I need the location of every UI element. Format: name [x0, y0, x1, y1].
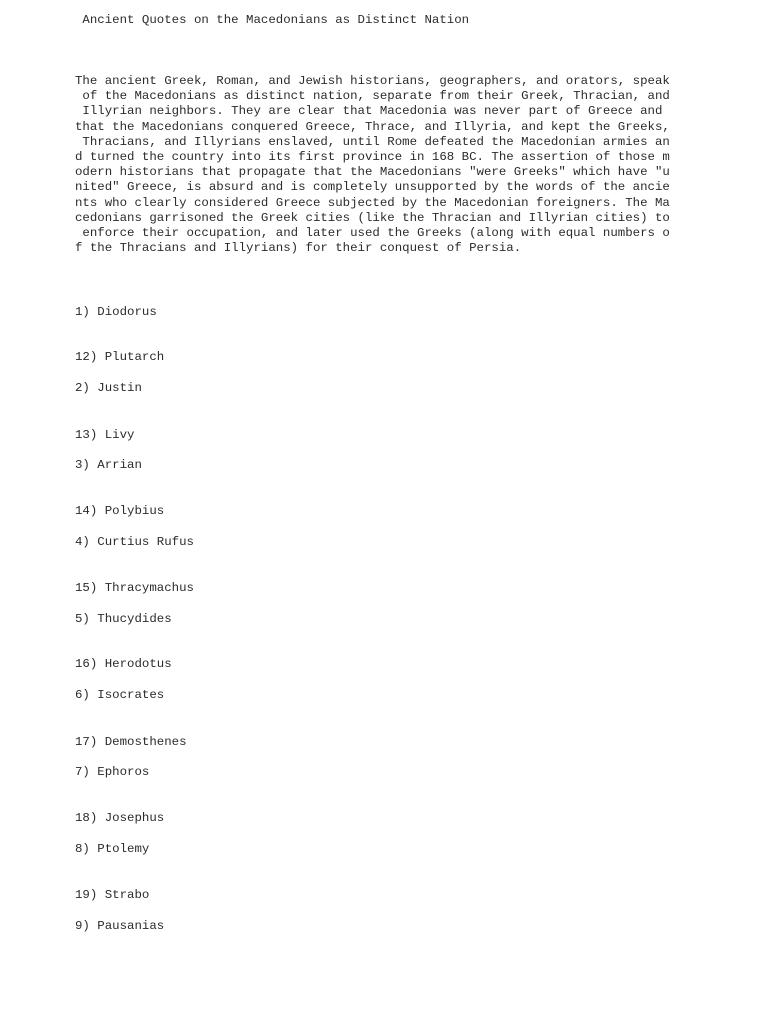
list-item: 18) Josephus [75, 811, 165, 825]
list-item: 14) Polybius [75, 504, 165, 518]
list-item: 7) Ephoros [75, 765, 150, 779]
intro-line: that the Macedonians conquered Greece, Thrace, and Illyria, and kept the Greeks, [75, 119, 670, 134]
list-item: 16) Herodotus [75, 657, 172, 671]
intro-line: Illyrian neighbors. They are clear that Macedonia was never part of Greece and [75, 104, 663, 119]
list-item: 3) Arrian [75, 458, 142, 472]
list-item: 13) Livy [75, 428, 135, 442]
intro-paragraph [75, 74, 685, 256]
list-item: 5) Thucydides [75, 612, 172, 626]
list-item: 4) Curtius Rufus [75, 535, 194, 549]
document-title: Ancient Quotes on the Macedonians as Distinct Nation [75, 13, 470, 27]
intro-line: of the Macedonians as distinct nation, separate from their Greek, Thracian, and [75, 89, 670, 104]
intro-line: odern historians that propagate that the Macedonians "were Greeks" which have "u [75, 165, 670, 180]
list-item: 15) Thracymachus [75, 581, 194, 595]
intro-line: Thracians, and Illyrians enslaved, until Rome defeated the Macedonian armies an [75, 134, 670, 149]
list-item: 19) Strabo [75, 888, 150, 902]
intro-line: The ancient Greek, Roman, and Jewish historians, geographers, and orators, speak [75, 74, 670, 88]
list-item: 12) Plutarch [75, 350, 165, 364]
intro-line: nited" Greece, is absurd and is completely unsupported by the words of the ancie [75, 180, 670, 195]
list-item: 8) Ptolemy [75, 842, 150, 856]
list-item: 1) Diodorus [75, 305, 157, 319]
intro-line: cedonians garrisoned the Greek cities (like the Thracian and Illyrian cities) to [75, 210, 670, 225]
intro-line: f the Thracians and Illyrians) for their conquest of Persia. [75, 241, 522, 256]
intro-line: nts who clearly considered Greece subjected by the Macedonian foreigners. The Ma [75, 195, 670, 210]
list-item: 17) Demosthenes [75, 735, 187, 749]
list-item: 9) Pausanias [75, 919, 165, 933]
list-item: 2) Justin [75, 381, 142, 395]
list-item: 6) Isocrates [75, 688, 165, 702]
intro-line: enforce their occupation, and later used the Greeks (along with equal numbers o [75, 225, 670, 240]
intro-line: d turned the country into its first province in 168 BC. The assertion of those m [75, 149, 670, 164]
